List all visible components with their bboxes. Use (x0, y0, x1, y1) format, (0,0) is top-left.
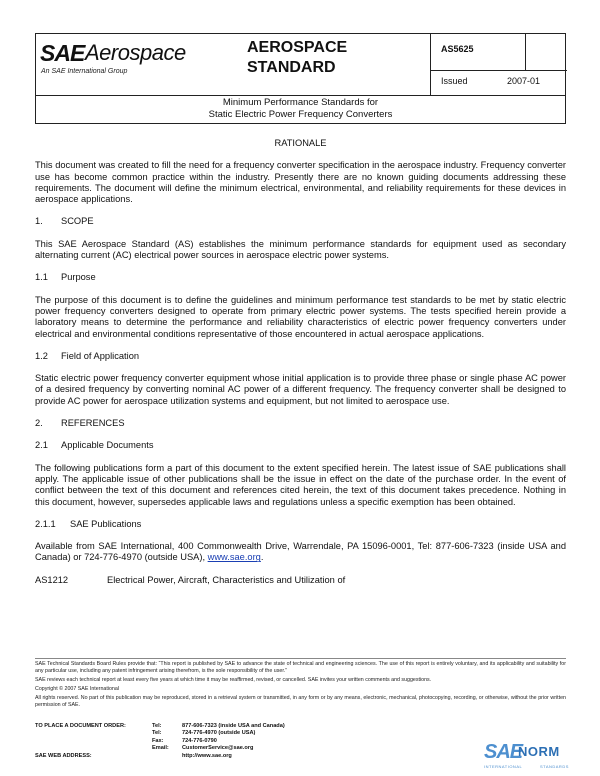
footer-copyright: Copyright © 2007 SAE International (35, 685, 119, 692)
order-fax: 724-776-0790 (182, 737, 217, 744)
order-email[interactable]: CustomerService@sae.org (182, 745, 254, 752)
sae-aerospace-logo (36, 34, 217, 95)
rationale-heading: RATIONALE (274, 138, 327, 148)
order-label: TO PLACE A DOCUMENT ORDER: (35, 723, 126, 729)
document-body (35, 138, 566, 586)
section-2-1-heading: 2.1 Applicable Documents (35, 440, 154, 451)
section-2-heading: 2. REFERENCES (35, 418, 125, 429)
title-line-2: STANDARD (247, 59, 336, 76)
section-2-1-paragraph: The following publications form a part of this document to the extent specified herein. The latest issue of SAE publications shall apply. The applicable issue of other publications shall be the issue in effect on the date of the purchase order. In the event of conflict between the text of this document and references cited herein, the text of this document takes precedence. Nothing in this document, however, supersedes applicable laws and regulations unless a specific exemption has been obtained. (35, 462, 566, 507)
document-title-line-2: Static Electric Power Frequency Converters (208, 109, 393, 120)
logo-sae-text: SAE (40, 40, 85, 66)
section-2-1-1-heading: 2.1.1 SAE Publications (35, 518, 142, 529)
document-id-block (430, 34, 567, 95)
web-address[interactable]: http://www.sae.org (182, 752, 232, 759)
section-1-paragraph: This SAE Aerospace Standard (AS) establishes the minimum performance standards for equipment used as secondary alternating current (AC) electrical power sources in aerospace electric power systems. (35, 238, 566, 261)
document-title-box (35, 96, 566, 124)
header-box (35, 33, 566, 96)
document-type (217, 34, 430, 95)
order-info: TO PLACE A DOCUMENT ORDER: Tel: 877-606-7323 (inside USA and Canada) Tel: 724-776-4970 (outside USA) Fax: 724-776-0790 Email: CustomerService@sae.org SAE WEB ADDRESS: http://www.sae.org (35, 723, 285, 759)
web-label: SAE WEB ADDRESS: (35, 752, 92, 759)
sae-norm-watermark: SAE NORM INTERNATIONAL STANDARDS (484, 741, 569, 769)
order-tel-1: 877-606-7323 (inside USA and Canada) (182, 723, 285, 729)
issued-label: Issued (441, 76, 468, 86)
order-tel-2: 724-776-4970 (outside USA) (182, 730, 256, 737)
reference-id: AS1212 (35, 574, 69, 585)
section-1-heading: 1. SCOPE (35, 216, 94, 227)
section-1-1-paragraph: The purpose of this document is to define the guidelines and minimum performance test standards to be met by static electric power frequency converters designed to operate from primary electric power systems. The tests specified herein provide a laboratory means to determine the performance and reliability characteristics of electric power frequency converters under electrical and environmental conditions representative of those encountered in actual aerospace applications. (35, 294, 566, 339)
reference-title: Electrical Power, Aircraft, Characteristics and Utilization of (107, 574, 346, 585)
logo-subtitle: An SAE International Group (41, 68, 128, 75)
footer-rights-paragraph: All rights reserved. No part of this publication may be reproduced, stored in a retrieval system or transmitted, in any form or by any means, electronic, mechanical, photocopying, recording, or otherwise, without the prior written permission of SAE. (35, 694, 566, 708)
issued-date: 2007-01 (507, 76, 541, 86)
footer-rules-paragraph: SAE Technical Standards Board Rules provide that: “This report is published by SAE to advance the state of technical and engineering sciences. The use of this report is entirely voluntary, and its applicability and suitability for any particular use, including any patent infringement arising therefrom, is the sole responsibility of the user.” (35, 661, 566, 675)
footer-review-paragraph: SAE reviews each technical report at least every five years at which time it may be reaffirmed, revised, or cancelled. SAE invites your written comments and suggestions. (35, 677, 432, 684)
section-1-2-heading: 1.2 Field of Application (35, 350, 140, 361)
section-1-2-paragraph: Static electric power frequency converter equipment whose initial application is to provide three phase or single phase AC power of a desired frequency by converting nominal AC power of a different frequency. The frequency converter shall be designed to provide AC power for aerospace utilization systems and equipment, but not limited to aerospace use. (35, 373, 566, 406)
document-title-line-1: Minimum Performance Standards for (222, 97, 379, 108)
section-1-1-heading: 1.1 Purpose (35, 272, 96, 283)
sae-website-link[interactable]: www.sae.org (207, 552, 261, 563)
reference-row (35, 575, 566, 586)
footer-notice (35, 658, 566, 711)
title-line-1: AEROSPACE (247, 39, 348, 56)
logo-aerospace-text: Aerospace (85, 40, 186, 65)
document-number: AS5625 (441, 44, 474, 54)
section-2-1-1-paragraph: Available from SAE International, 400 Commonwealth Drive, Warrendale, PA 15096-0001, Tel: 877-606-7323 (inside USA and Canada) or 724-776-4970 (outside USA), www.sae.org. (35, 541, 566, 563)
rationale-paragraph: This document was created to fill the need for a frequency converter specification in the aerospace industry. Frequency converter use has become common practice within the industry. Presently there are no known guiding documents addressing these requirements. The document will define the minimum electrical, environmental, and reliability requirements for these devices in aerospace applications. (35, 160, 566, 205)
